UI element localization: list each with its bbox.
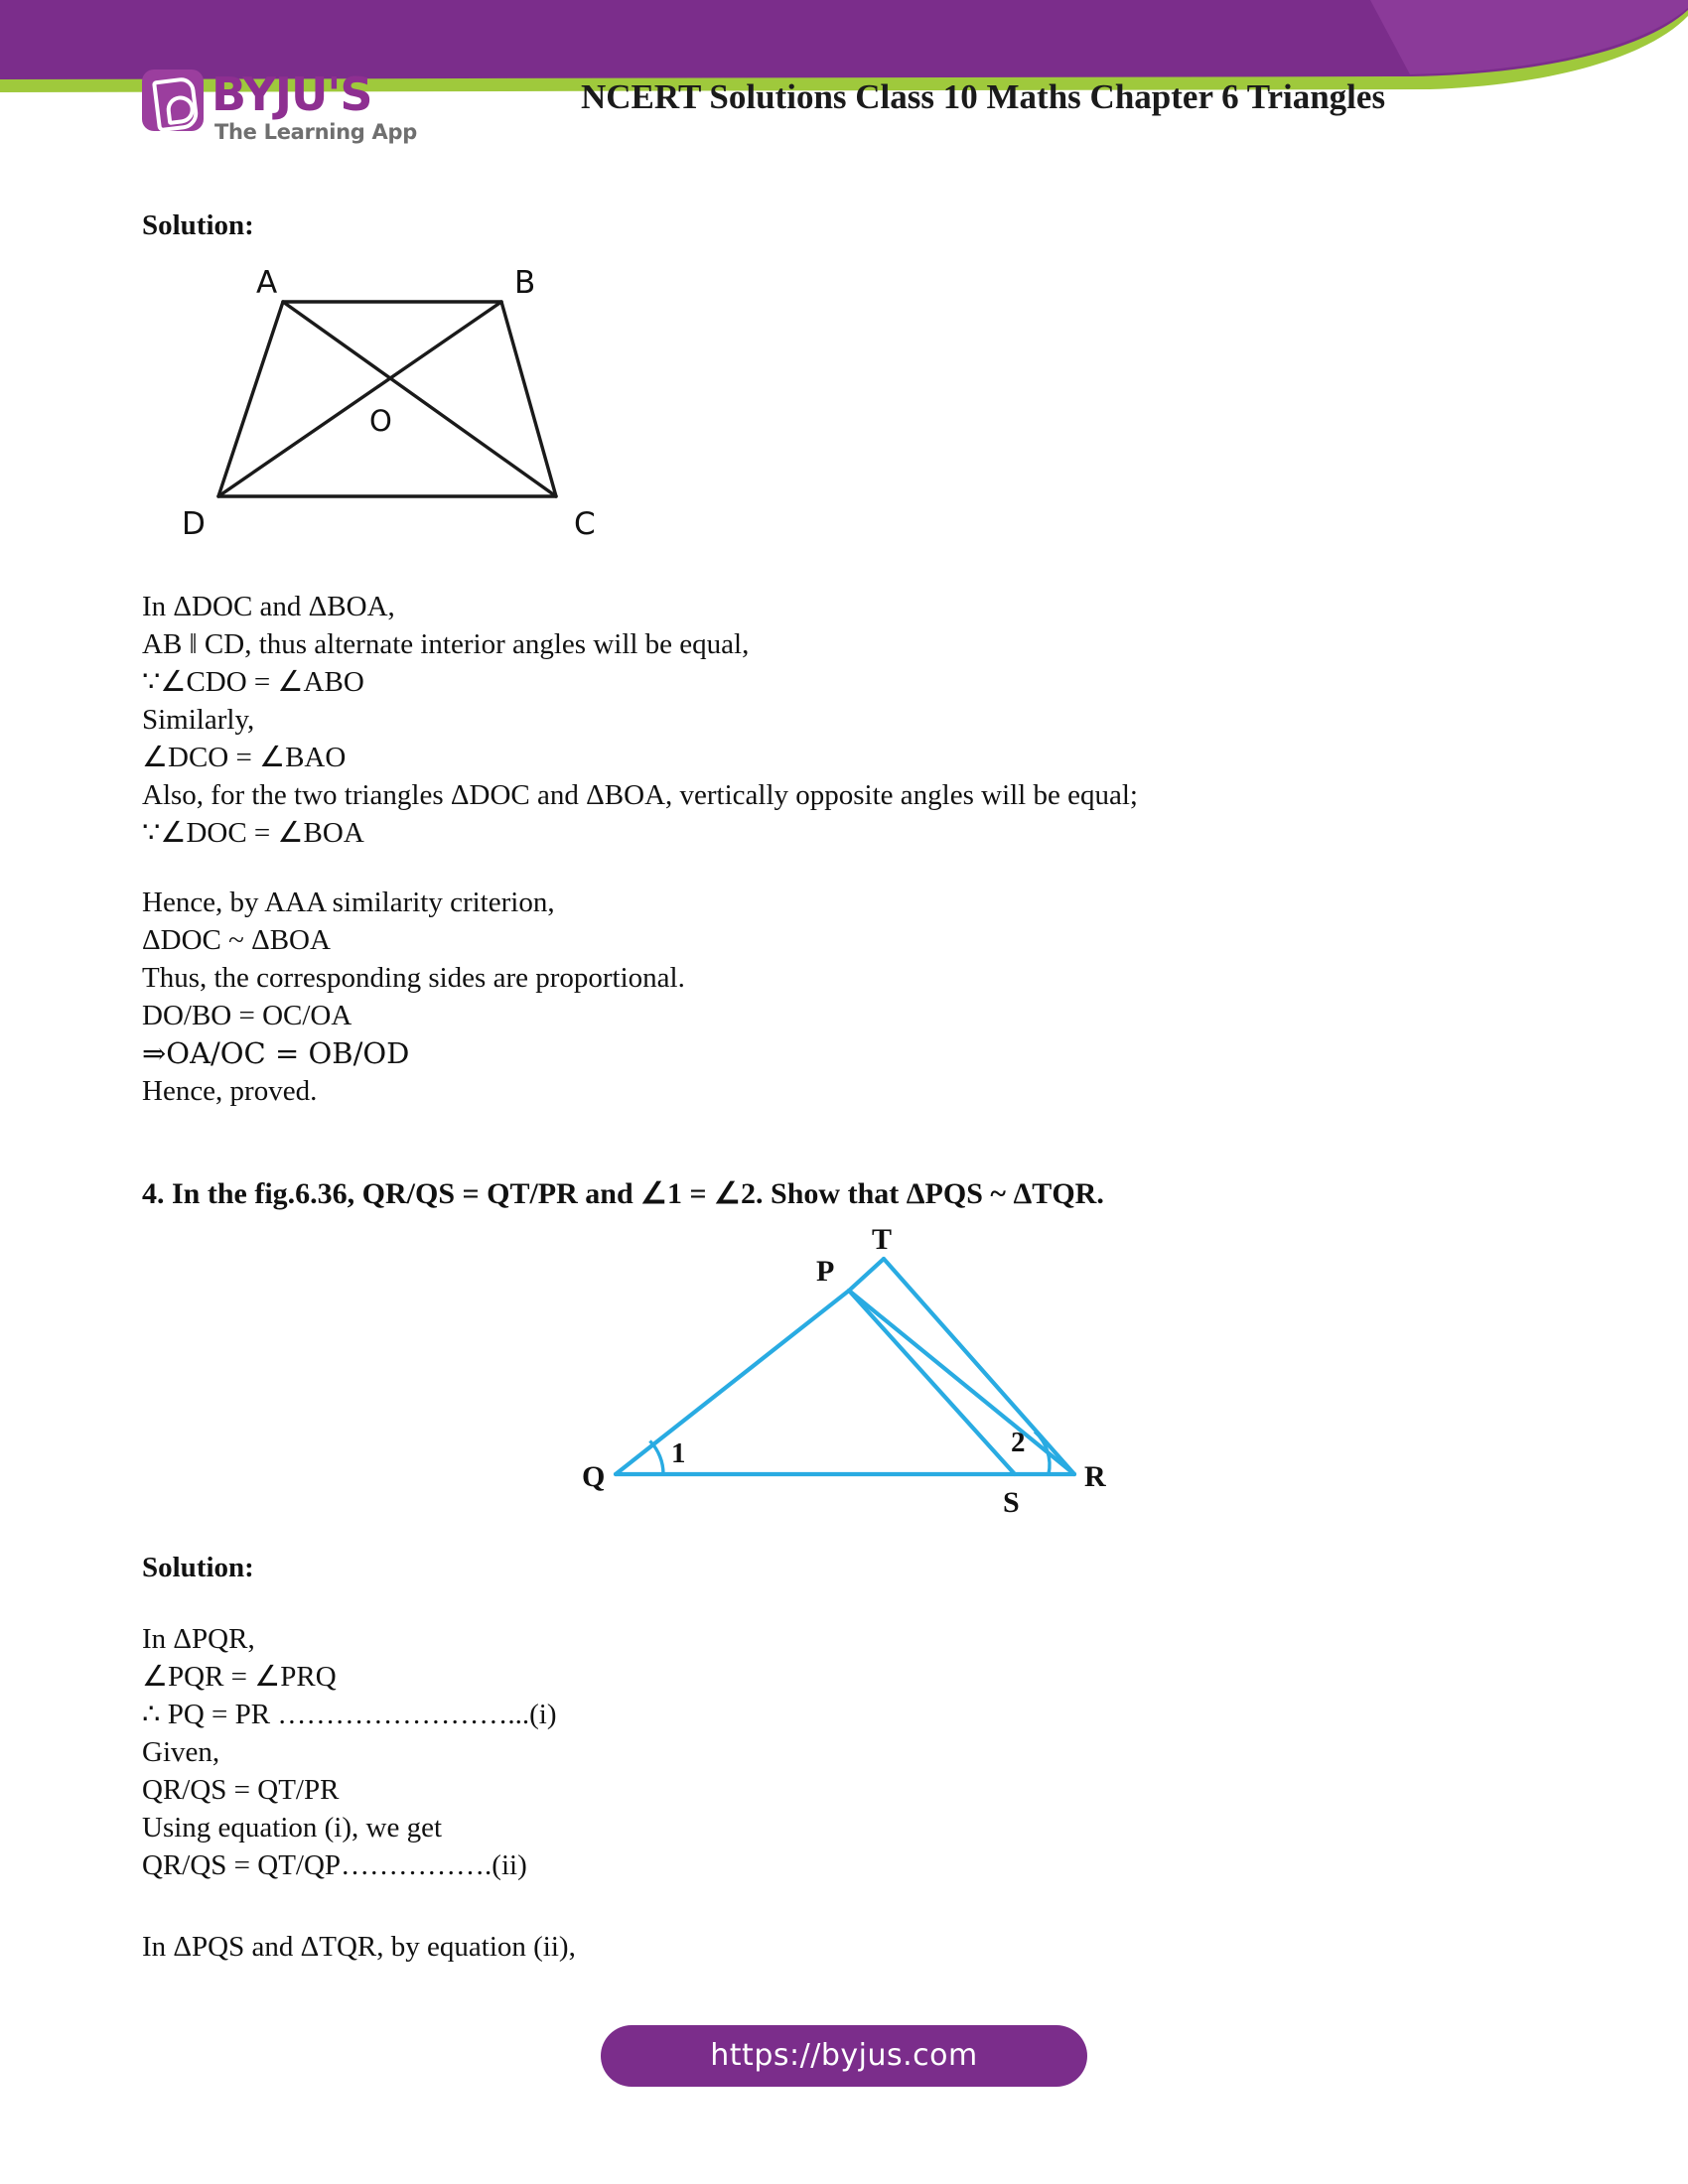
solution-2-final-line: In ΔPQS and ΔTQR, by equation (ii), <box>142 1931 576 1963</box>
solution-label-1: Solution: <box>142 209 254 241</box>
proof-line: DO/BO = OC/OA <box>142 1000 352 1031</box>
proof-line: Similarly, <box>142 704 255 736</box>
byjus-b-glyph-icon <box>152 76 200 133</box>
proof-line: Thus, the corresponding sides are proportional. <box>142 962 685 994</box>
proof-line: Hence, by AAA similarity criterion, <box>142 887 555 918</box>
solution-label-2: Solution: <box>142 1552 254 1583</box>
solution-1-proof-part-1 <box>142 588 1138 852</box>
solution-1-proof-part-2 <box>142 884 685 1110</box>
figure-triangle-PQRST <box>556 1221 1132 1529</box>
proof-line: ΔDOC ~ ΔBOA <box>142 924 331 956</box>
angle-arc-2 <box>1035 1432 1050 1474</box>
footer-url-text: https://byjus.com <box>710 2038 978 2073</box>
footer-url-button[interactable] <box>601 2025 1087 2087</box>
proof-line-conclusion: Hence, proved. <box>142 1075 318 1107</box>
segment-TP <box>849 1259 884 1291</box>
proof-line: Using equation (i), we get <box>142 1812 443 1843</box>
diagonal-BD <box>218 302 501 496</box>
vertex-label-A: A <box>256 265 278 301</box>
proof-line: QR/QS = QT/QP…………….(ii) <box>142 1849 527 1881</box>
angle-label-2: 2 <box>1011 1427 1026 1458</box>
segment-DA <box>218 302 283 496</box>
vertex-label-Q: Q <box>582 1460 606 1493</box>
vertex-label-O: O <box>369 404 392 438</box>
byjus-wordmark: BYJU'S <box>211 68 372 121</box>
proof-line: ∵∠DOC = ∠BOA <box>142 817 364 849</box>
vertex-label-S: S <box>1003 1486 1020 1519</box>
proof-line: ∠DCO = ∠BAO <box>142 742 347 773</box>
segment-TR <box>884 1259 1074 1474</box>
proof-line: Given, <box>142 1736 220 1768</box>
angle-label-1: 1 <box>671 1437 686 1469</box>
solution-2-proof <box>142 1620 556 1884</box>
proof-line-ratio: ⇒OA/OC = OB/OD <box>142 1036 410 1070</box>
byjus-logo-mark-icon <box>142 69 204 131</box>
byjus-logo[interactable] <box>142 69 440 159</box>
page-title: NCERT Solutions Class 10 Maths Chapter 6 Triangles <box>581 77 1386 116</box>
vertex-label-C: C <box>574 506 596 542</box>
proof-line: AB ‖ CD, thus alternate interior angles will be equal, <box>142 628 750 660</box>
diagonal-AC <box>283 302 556 496</box>
proof-line: ∴ PQ = PR ……………………...(i) <box>142 1699 557 1730</box>
proof-line: Also, for the two triangles ΔDOC and ΔBOA, vertically opposite angles will be equal; <box>142 779 1138 811</box>
proof-line: ∠PQR = ∠PRQ <box>142 1661 337 1693</box>
segment-QP <box>616 1291 849 1474</box>
proof-line: In ΔPQR, <box>142 1623 255 1655</box>
segment-PR <box>849 1291 1074 1474</box>
vertex-label-R: R <box>1084 1460 1106 1493</box>
proof-line: ∵∠CDO = ∠ABO <box>142 666 364 698</box>
byjus-tagline: The Learning App <box>214 120 417 144</box>
segment-PS <box>849 1291 1015 1474</box>
vertex-label-T: T <box>872 1223 893 1256</box>
proof-line: QR/QS = QT/PR <box>142 1774 340 1806</box>
question-4-heading: 4. In the fig.6.36, QR/QS = QT/PR and ∠1 = ∠2. Show that ΔPQS ~ ΔTQR. <box>142 1177 1104 1210</box>
proof-line: In ΔDOC and ΔBOA, <box>142 591 395 622</box>
vertex-label-P: P <box>816 1255 835 1288</box>
vertex-label-D: D <box>182 506 206 542</box>
figure-trapezoid-ABCD <box>149 258 616 556</box>
vertex-label-B: B <box>514 265 536 301</box>
segment-BC <box>501 302 556 496</box>
